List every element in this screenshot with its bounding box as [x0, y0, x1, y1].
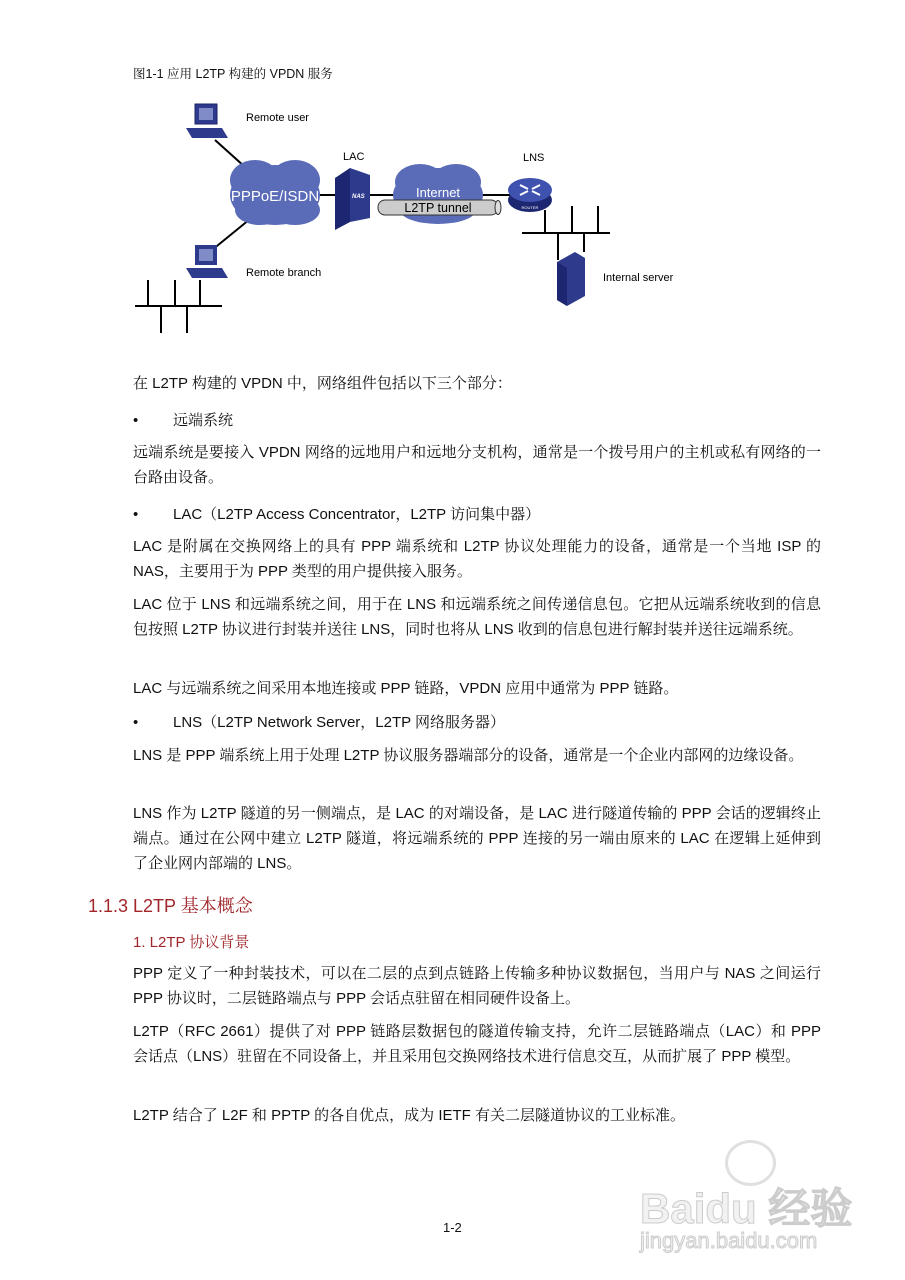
paragraph: LAC 是附属在交换网络上的具有 PPP 端系统和 L2TP 协议处理能力的设备，通常是一个当地 ISP 的 NAS，主要用于为 PPP 类型的用户提供接入服务。 [133, 538, 821, 580]
paragraph: L2TP（RFC 2661）提供了对 PPP 链路层数据包的隧道传输支持，允许二层链路端点（LAC）和 PPP 会话点（LNS）驻留在不同设备上，并且采用包交换网络技术进行信息交互，从而扩展了 PPP 模型。 [133, 1023, 821, 1065]
lac-label: LAC [343, 151, 365, 163]
bullet-icon: • [133, 714, 139, 731]
bullet-text: LAC（L2TP Access Concentrator，L2TP 访问集中器） [173, 506, 541, 523]
bullet-icon: • [133, 412, 139, 429]
internet-label: Internet [415, 185, 461, 200]
internal-server-icon [557, 252, 585, 306]
nas-label: NAS [352, 194, 365, 200]
bullet-icon: • [133, 506, 139, 523]
paragraph: LAC 与远端系统之间采用本地连接或 PPP 链路，VPDN 应用中通常为 PPP 链路。 [133, 680, 679, 697]
remote-branch-computer-icon [186, 245, 228, 278]
tunnel-label: L2TP tunnel [404, 201, 472, 215]
watermark-url: jingyan.baidu.com [640, 1228, 818, 1253]
connection-lines [135, 140, 610, 333]
paragraph: LNS 作为 L2TP 隧道的另一侧端点，是 LAC 的对端设备，是 LAC 进行隧道传输的 PPP 会话的逻辑终止端点。通过在公网中建立 L2TP 隧道，将远端系统的 PPP 连接的另一端由原来的 LAC 在逻辑上延伸到了企业网内部端的 LNS。 [133, 805, 821, 872]
page-number: 1-2 [443, 1220, 462, 1235]
bullet-lns [133, 710, 505, 735]
vpdn-diagram [0, 0, 905, 350]
router-label: ROUTER [521, 205, 539, 210]
internal-server-label: Internal server [603, 272, 674, 284]
figure-caption: 图1-1 应用 L2TP 构建的 VPDN 服务 [133, 67, 333, 81]
remote-user-label: Remote user [246, 112, 309, 124]
paragraph: 远端系统是要接入 VPDN 网络的远地用户和远地分支机构，通常是一个拨号用户的主机或私有网络的一台路由设备。 [133, 444, 821, 486]
bullet-text: 远端系统 [173, 412, 234, 429]
subsection-heading: 1. L2TP 协议背景 [133, 934, 250, 951]
remote-user-computer-icon [186, 104, 228, 138]
pppoe-label: PPPoE/ISDN [230, 188, 320, 205]
bullet-remote-system [133, 408, 233, 433]
baidu-watermark [640, 1140, 860, 1270]
paragraph: LNS 是 PPP 端系统上用于处理 L2TP 协议服务器端部分的设备，通常是一个企业内部网的边缘设备。 [133, 747, 804, 764]
section-heading: 1.1.3 L2TP 基本概念 [88, 896, 253, 916]
remote-branch-label: Remote branch [246, 267, 322, 279]
paragraph: L2TP 结合了 L2F 和 PPTP 的各自优点，成为 IETF 有关二层隧道协议的工业标准。 [133, 1107, 686, 1124]
lns-label: LNS [523, 152, 545, 164]
watermark-brand: Baidu 经验 [640, 1185, 853, 1232]
paragraph: PPP 定义了一种封装技术，可以在二层的点到点链路上传输多种协议数据包，当用户与 NAS 之间运行 PPP 协议时，二层链路端点与 PPP 会话点驻留在相同硬件设备上。 [133, 965, 821, 1007]
bullet-lac [133, 502, 540, 527]
intro-paragraph: 在 L2TP 构建的 VPDN 中，网络组件包括以下三个部分： [133, 375, 512, 392]
bullet-text: LNS（L2TP Network Server，L2TP 网络服务器） [173, 714, 506, 731]
paragraph: LAC 位于 LNS 和远端系统之间，用于在 LNS 和远端系统之间传递信息包。它把从远端系统收到的信息包按照 L2TP 协议进行封装并送往 LNS，同时也将从 LNS 收到的信息包进行解封装并送往远端系统。 [133, 596, 821, 638]
